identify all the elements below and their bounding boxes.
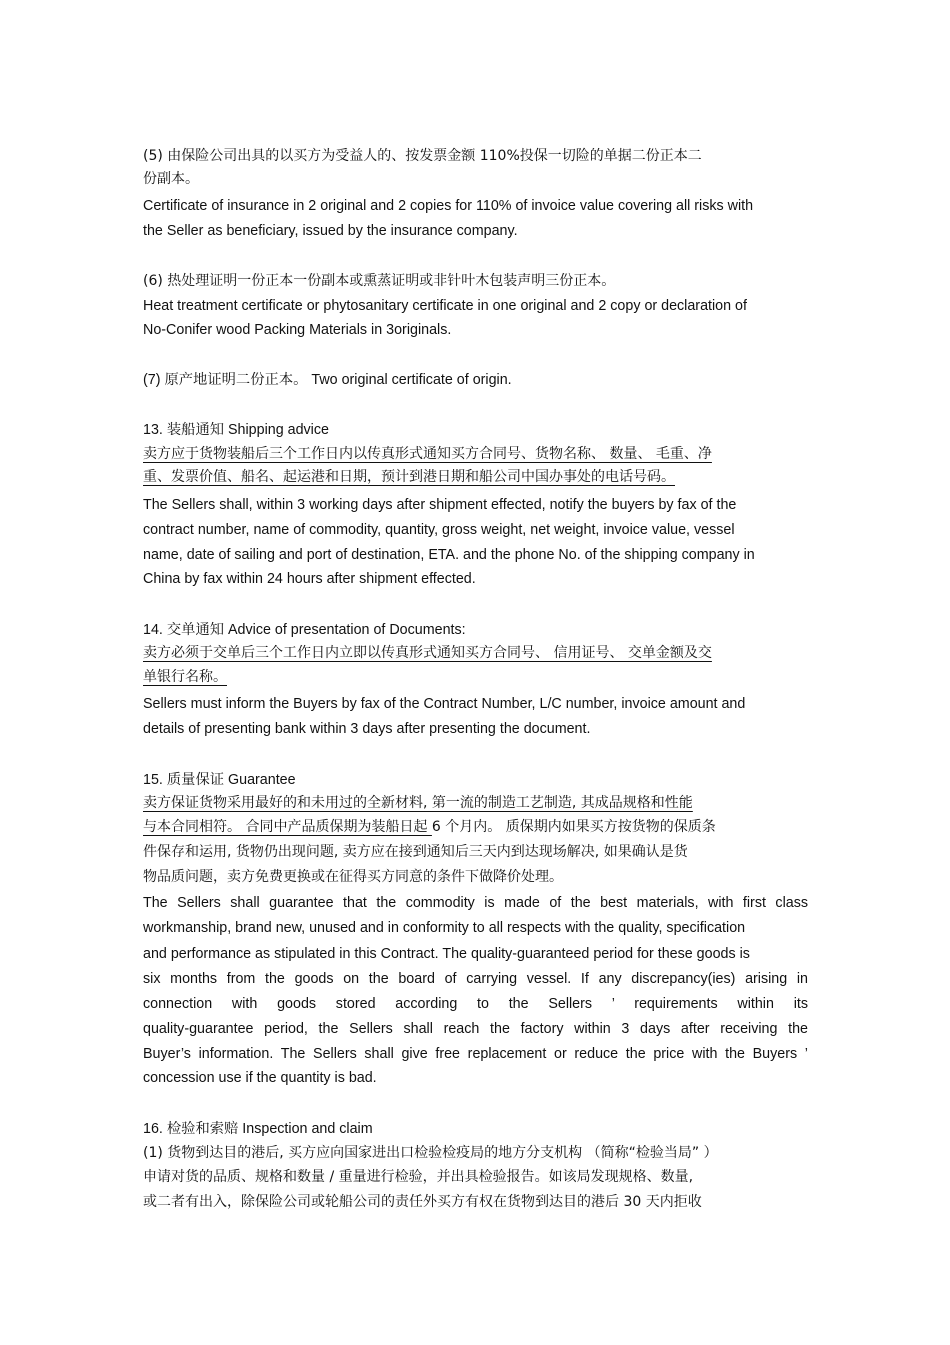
section-15-english-line-3: and performance as stipulated in this Contract. The quality-guaranteed period for these goods is	[143, 946, 750, 962]
section-15-english-line-4: six months from the goods on the board of carrying vessel. If any discrepancy(ies) arising in	[143, 971, 808, 987]
clause-6-chinese-line-1: (6) 热处理证明一份正本一份副本或熏蒸证明或非针叶木包装声明三份正本。	[143, 273, 616, 289]
clause-5-chinese-line-1: (5) 由保险公司出具的以买方为受益人的、按发票金额 110%投保一切险的单据二份正本二	[143, 148, 702, 164]
section-13-english-line-4: China by fax within 24 hours after shipment effected.	[143, 571, 476, 587]
section-16-chinese-line-2: 申请对货的品质、规格和数量 / 重量进行检验，并出具检验报告。如该局发现规格、数量,	[143, 1169, 694, 1185]
section-15-english-line-5: connection with goods stored according to the Sellers ’ requirements within its	[143, 996, 808, 1012]
section-13-chinese-line-1: 卖方应于货物装船后三个工作日内以传真形式通知买方合同号、货物名称、 数量、 毛重、净	[143, 446, 712, 462]
clause-5-chinese-line-2: 份副本。	[143, 171, 199, 187]
section-15-chinese-line-4: 物品质问题，卖方免费更换或在征得买方同意的条件下做降价处理。	[143, 869, 563, 885]
section-16-chinese-line-1: (1) 货物到达目的港后, 买方应向国家进出口检验检疫局的地方分支机构 （简称“检验当局” ）	[143, 1145, 718, 1161]
section-15-english-line-8: concession use if the quantity is bad.	[143, 1070, 377, 1086]
section-13-title: 13. 装船通知 Shipping advice	[143, 422, 329, 438]
section-13-english-line-1: The Sellers shall, within 3 working days after shipment effected, notify the buyers by fax of the	[143, 497, 737, 513]
section-15-english-line-2: workmanship, brand new, unused and in conformity to all respects with the quality, specification	[143, 920, 746, 936]
section-14-title: 14. 交单通知 Advice of presentation of Documents:	[143, 622, 466, 638]
section-15-chinese-line-3: 件保存和运用, 货物仍出现问题, 卖方应在接到通知后三天内到达现场解决, 如果确认是货	[143, 844, 688, 860]
section-15-chinese-line-2-rest: 6 个月内。 质保期内如果买方按货物的保质条	[431, 819, 716, 835]
clause-6-english-line-1: Heat treatment certificate or phytosanitary certificate in one original and 2 copy or declaration of	[143, 298, 747, 314]
section-16-chinese-line-3: 或二者有出入，除保险公司或轮船公司的责任外买方有权在货物到达目的港后 30 天内拒收	[143, 1194, 702, 1210]
section-16-title: 16. 检验和索赔 Inspection and claim	[143, 1121, 373, 1137]
section-15-chinese-line-1: 卖方保证货物采用最好的和未用过的全新材料, 第一流的制造工艺制造, 其成品规格和性能	[143, 795, 693, 811]
section-14-chinese-line-2: 单银行名称。	[143, 669, 227, 685]
section-15-english-line-6: quality-guarantee period, the Sellers shall reach the factory within 3 days after receiving the	[143, 1021, 808, 1037]
section-13-english-line-2: contract number, name of commodity, quantity, gross weight, net weight, invoice value, vessel	[143, 522, 735, 538]
section-13-chinese-line-2: 重、发票价值、船名、起运港和日期，预计到港日期和船公司中国办事处的电话号码。	[143, 469, 675, 485]
section-15-english-line-1: The Sellers shall guarantee that the commodity is made of the best materials, with first class	[143, 895, 808, 911]
clause-6-english-line-2: No-Conifer wood Packing Materials in 3originals.	[143, 322, 452, 338]
section-15-chinese-line-2-underlined: 与本合同相符。 合同中产品质保期为装船日起	[143, 819, 432, 835]
section-13-english-line-3: name, date of sailing and port of destination, ETA. and the phone No. of the shipping company in	[143, 547, 755, 563]
section-15-english-line-7: Buyer’s information. The Sellers shall give free replacement or reduce the price with the Buyers ’	[143, 1046, 808, 1062]
clause-5-english-line-2: the Seller as beneficiary, issued by the insurance company.	[143, 223, 518, 239]
section-14-chinese-line-1: 卖方必须于交单后三个工作日内立即以传真形式通知买方合同号、 信用证号、 交单金额及交	[143, 645, 712, 661]
section-15-chinese-line-2	[143, 817, 716, 837]
section-15-title: 15. 质量保证 Guarantee	[143, 772, 296, 788]
clause-7-line: (7) 原产地证明二份正本。 Two original certificate of origin.	[143, 372, 512, 388]
clause-5-english-line-1: Certificate of insurance in 2 original and 2 copies for 110% of invoice value covering all risks with	[143, 198, 754, 214]
section-14-english-line-1: Sellers must inform the Buyers by fax of the Contract Number, L/C number, invoice amount and	[143, 696, 746, 712]
section-14-english-line-2: details of presenting bank within 3 days after presenting the document.	[143, 721, 591, 737]
